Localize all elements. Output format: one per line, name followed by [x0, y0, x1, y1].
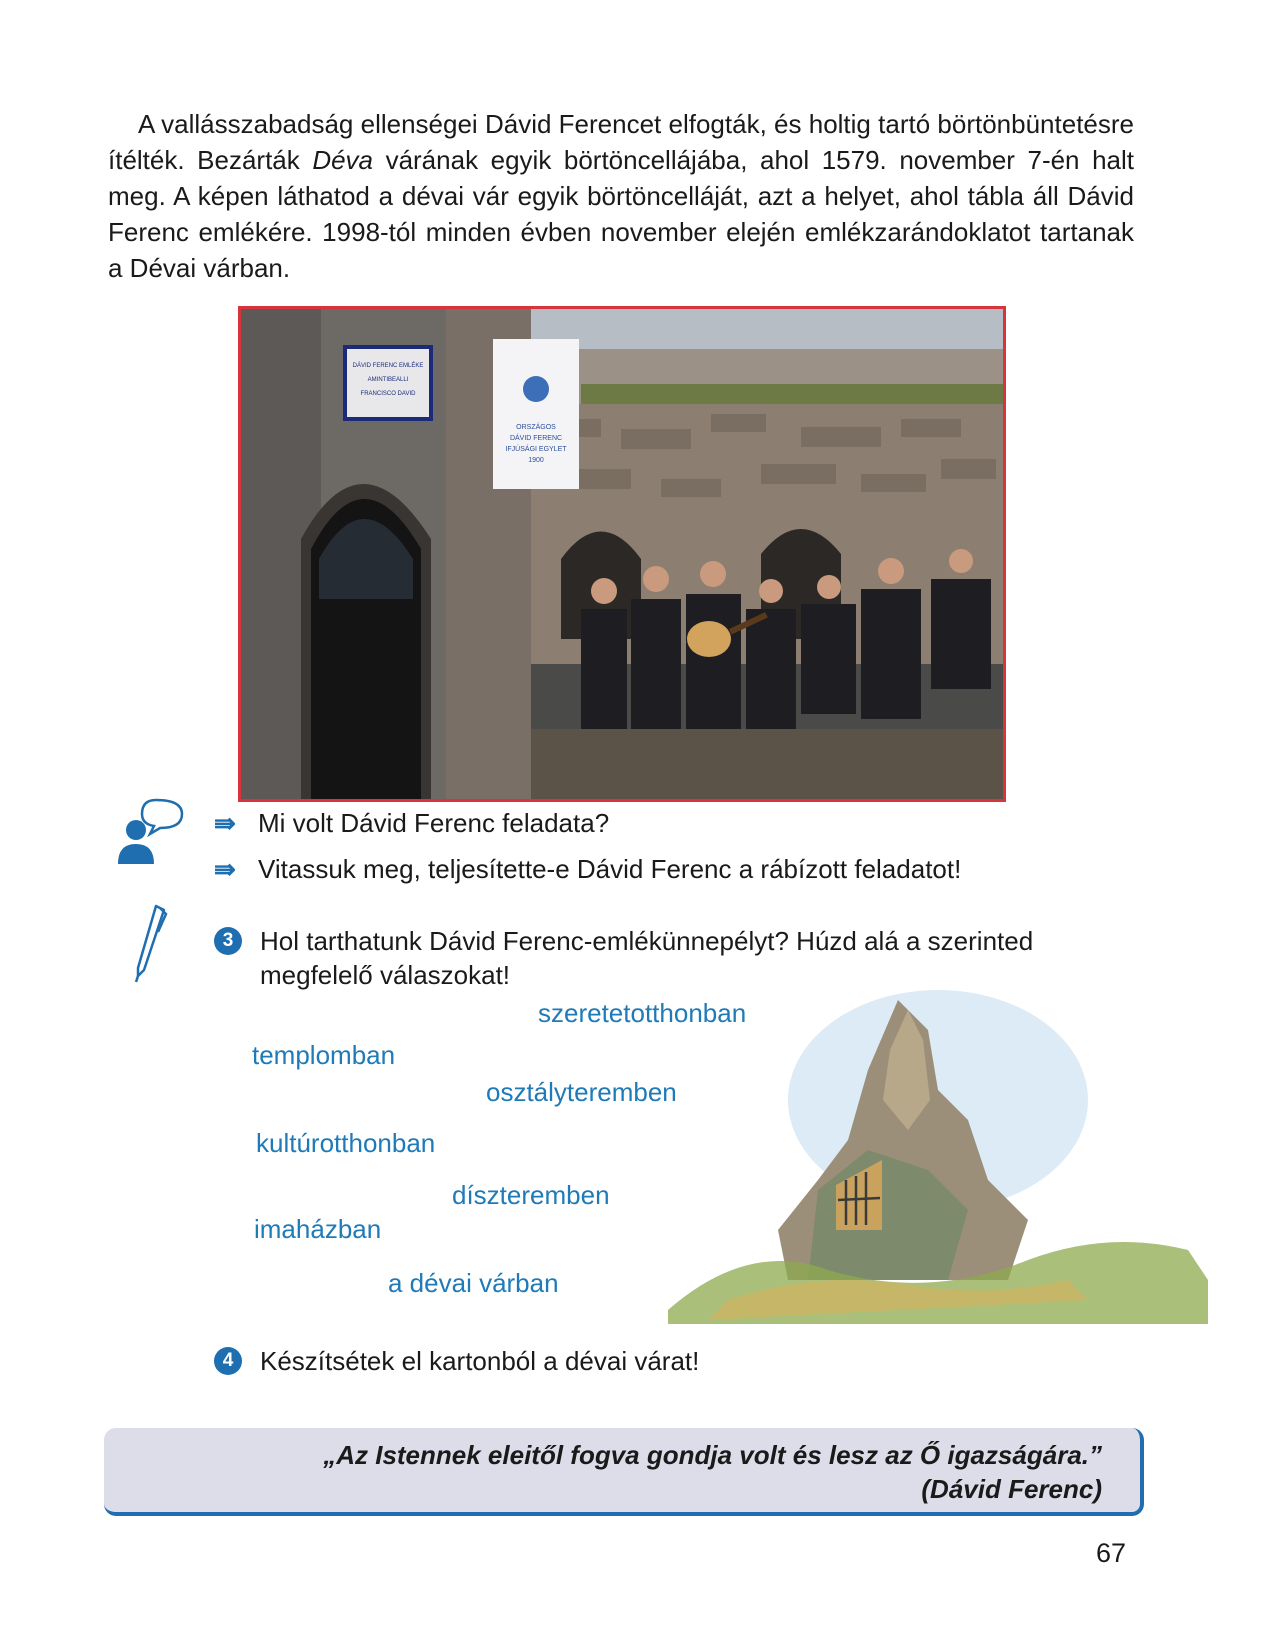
quote: [323, 1438, 1102, 1506]
intro-text-2: várának egyik börtöncellájába, ahol 1579. november 7-én halt meg. A képen láthatod a dévai vár egyik börtöncelláját, azt a helyet, ahol tábla áll Dávid Ferenc emlékére. 1998-tól minden évben november elején emlékzarándoklatot tartanak a Dévai várban.: [108, 145, 1134, 283]
answer-option[interactable]: osztályteremben: [486, 1077, 677, 1107]
question-1: [214, 806, 609, 840]
pen-icon: [130, 904, 170, 984]
page-number: 67: [1096, 1538, 1127, 1568]
quote-text: „Az Istennek eleitől fogva gondja volt és lesz az Ő igazságára.”: [323, 1440, 1102, 1470]
answer-option[interactable]: imaházban: [254, 1214, 382, 1244]
question-2-text: Vitassuk meg, teljesítette-e Dávid Ferenc a rábízott feladatot!: [258, 854, 962, 884]
banner-line-4: 1900: [528, 457, 544, 464]
plaque-line-3: FRANCISCO DAVID: [360, 391, 416, 397]
task-3-line-2: megfelelő válaszokat!: [260, 960, 511, 990]
task-3-line-1: Hol tarthatunk Dávid Ferenc-emlékünnepélyt? Húzd alá a szerinted: [260, 926, 1034, 956]
task-4-text: Készítsétek el kartonból a dévai várat!: [260, 1346, 700, 1376]
quote-box: [104, 1428, 1144, 1516]
answer-option[interactable]: díszteremben: [452, 1180, 610, 1210]
answer-option[interactable]: szeretetotthonban: [538, 998, 747, 1028]
intro-text-1: A vallásszabadság ellenségei Dávid Ferencet elfogták, és holtig tartó börtönbüntetésre ítélték. Bezárták: [108, 109, 1134, 175]
plaque-line-2: AMINTIBEALLI: [367, 377, 409, 383]
question-2: [214, 852, 961, 886]
answer-option[interactable]: kultúrotthonban: [256, 1128, 436, 1158]
intro-paragraph: [108, 106, 1134, 286]
task-3-number: 3: [214, 927, 242, 955]
banner-line-2: DÁVID FERENC: [509, 435, 563, 442]
question-1-text: Mi volt Dávid Ferenc feladata?: [258, 808, 610, 838]
quote-author: (Dávid Ferenc): [921, 1474, 1102, 1504]
plaque-line-1: DÁVID FERENC EMLÉKE: [352, 363, 424, 369]
banner-line-1: ORSZÁGOS: [516, 424, 556, 431]
castle-ruin-illustration: [668, 980, 1208, 1324]
discussion-icon: [116, 796, 188, 866]
castle-photo: [238, 306, 1006, 802]
task-4-number: 4: [214, 1347, 242, 1375]
banner-line-3: IFJÚSÁGI EGYLET: [505, 446, 567, 453]
arrow-right-icon: ⇛: [214, 808, 236, 838]
answer-option[interactable]: a dévai várban: [388, 1268, 559, 1298]
intro-place: Déva: [312, 145, 374, 175]
arrow-right-icon: ⇛: [214, 854, 236, 884]
answer-option[interactable]: templomban: [252, 1040, 396, 1070]
task-4: [214, 1344, 699, 1378]
